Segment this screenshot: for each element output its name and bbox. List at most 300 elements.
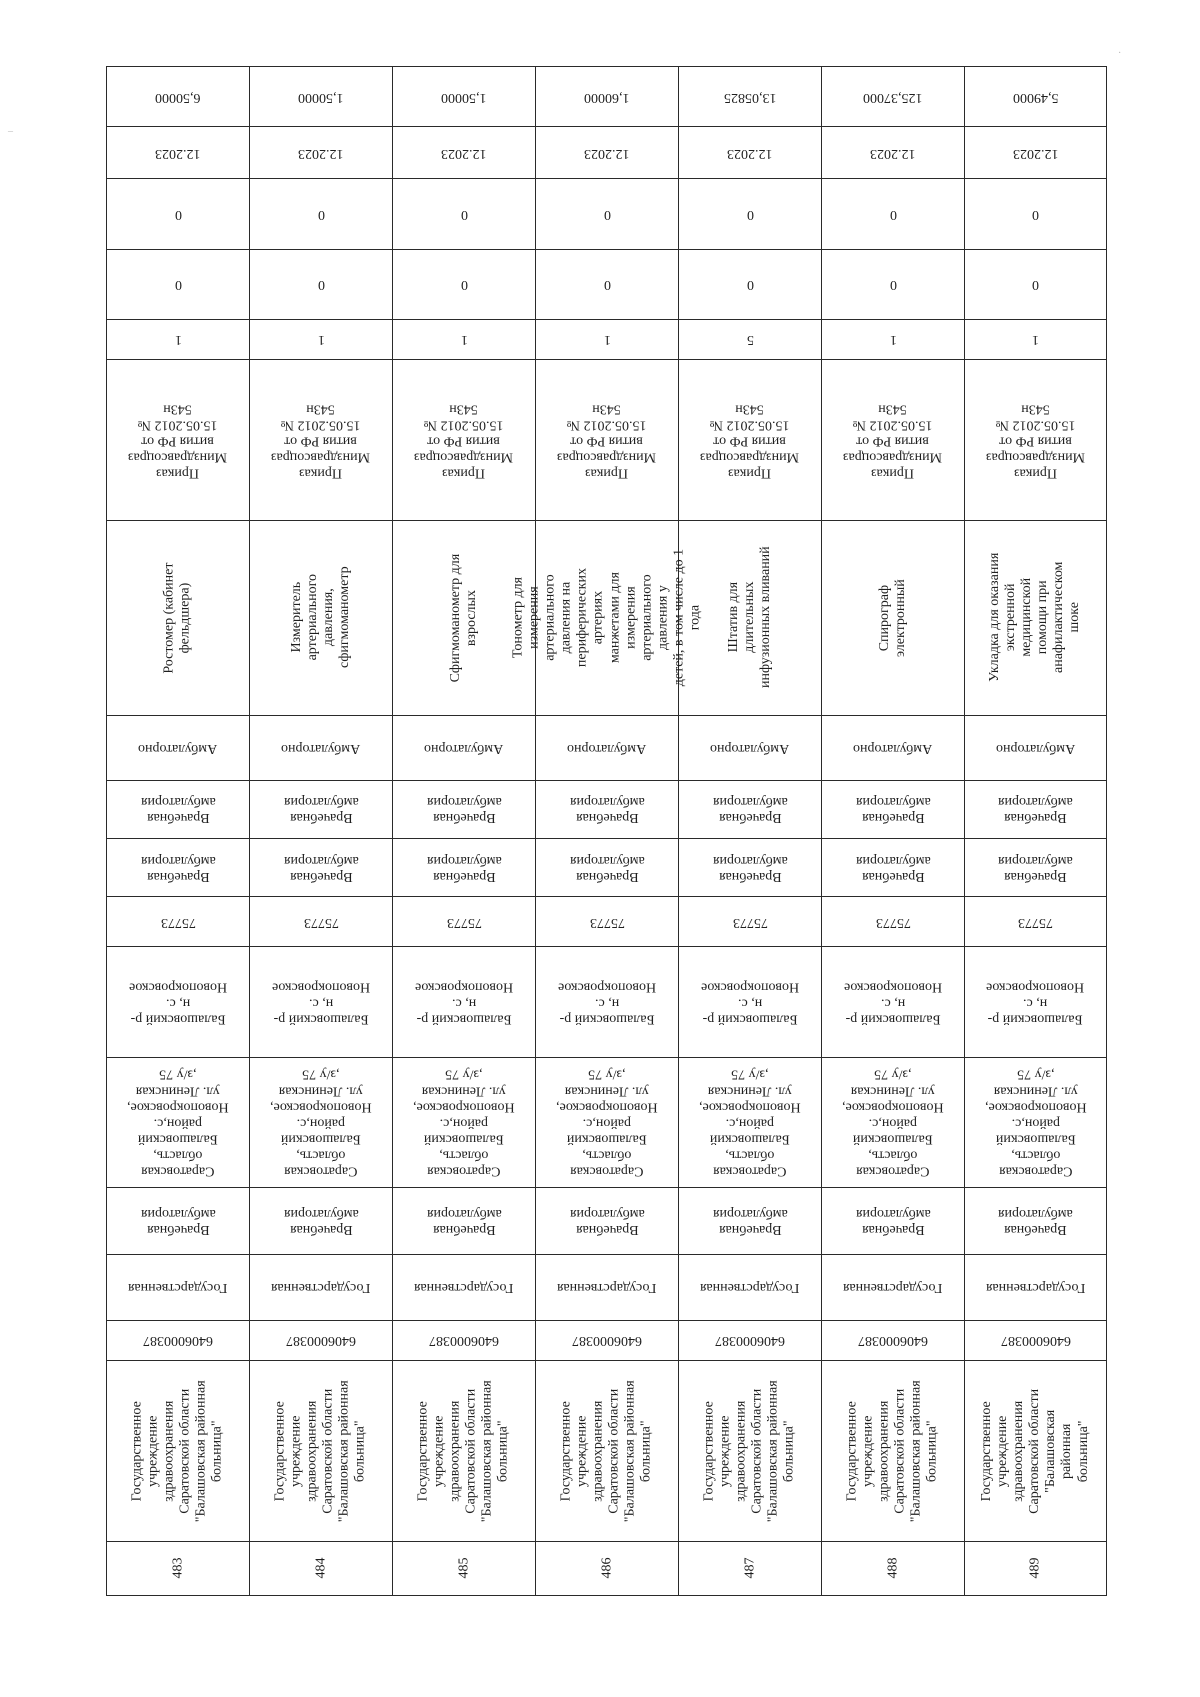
inn-code-cell	[822, 1320, 965, 1360]
date-cell	[822, 127, 965, 179]
care-form-cell-text: Амбулаторно	[853, 740, 933, 756]
row-number-cell-wrap	[250, 1542, 392, 1595]
postal-index-cell	[679, 897, 822, 947]
amount-cell-wrap	[822, 67, 964, 126]
amount-cell-wrap	[965, 67, 1106, 126]
band-quantity	[107, 319, 1107, 359]
order-cell	[536, 360, 679, 521]
quantity-cell-text: 1	[1032, 332, 1039, 348]
order-cell-text: Приказ Минздравсоцраз вития РФ от 15.05.2012 № 543н	[700, 400, 800, 481]
division-cell-text: Врачебная амбулатория	[569, 852, 645, 884]
ownership-cell-wrap	[107, 1255, 249, 1320]
address-cell-text: Саратовская область, Балашовский район,с. Новопокровское, ул. Ленинская ,з/у 75	[413, 1067, 515, 1179]
district-cell	[536, 947, 679, 1057]
subdivision-cell-wrap	[822, 781, 964, 838]
equipment-name-cell-wrap	[107, 521, 249, 715]
inn-code-cell	[393, 1320, 536, 1360]
order-cell-text: Приказ Минздравсоцраз вития РФ от 15.05.2012 № 543н	[985, 400, 1086, 481]
district-cell-text: Балашовский р- н, с. Новопокровское	[557, 979, 657, 1027]
ownership-cell-wrap	[250, 1255, 392, 1320]
equipment-name-cell	[250, 520, 393, 715]
division-cell	[822, 839, 965, 897]
value-b-cell-text: 0	[460, 207, 468, 223]
quantity-cell	[536, 319, 679, 359]
row-number-cell	[107, 1541, 250, 1595]
value-a-cell	[536, 249, 679, 319]
date-cell-wrap	[679, 127, 821, 178]
quantity-cell	[965, 319, 1107, 359]
order-cell-wrap	[250, 360, 392, 520]
division-cell	[107, 839, 250, 897]
subdivision-cell-text: Врачебная амбулатория	[426, 794, 502, 826]
care-form-cell-wrap	[679, 716, 821, 780]
subdivision-cell-wrap	[965, 781, 1106, 838]
quantity-cell-text: 1	[174, 332, 182, 348]
value-a-cell	[822, 249, 965, 319]
address-cell	[250, 1057, 393, 1188]
equipment-name-cell	[822, 520, 965, 715]
scan-speck: ·	[1118, 48, 1122, 59]
care-form-cell	[393, 715, 536, 780]
postal-index-cell-text: 75773	[1018, 914, 1053, 930]
order-cell	[965, 360, 1107, 521]
value-b-cell-wrap	[965, 179, 1106, 248]
address-cell	[107, 1057, 250, 1188]
amount-cell	[965, 67, 1107, 127]
value-a-cell-text: 0	[889, 277, 897, 293]
organization-cell-wrap	[536, 1361, 678, 1541]
subdivision-cell-text: Врачебная амбулатория	[712, 794, 788, 826]
quantity-cell	[250, 319, 393, 359]
address-cell-text: Саратовская область, Балашовский район,с. Новопокровское, ул. Ленинская ,з/у 75	[556, 1067, 658, 1179]
district-cell-wrap	[679, 947, 821, 1056]
date-cell	[965, 127, 1107, 179]
row-number-cell	[393, 1541, 536, 1595]
ownership-cell-wrap	[536, 1255, 678, 1320]
address-cell-wrap	[107, 1058, 249, 1188]
care-form-cell	[250, 715, 393, 780]
postal-index-cell-wrap	[822, 897, 964, 946]
band-amount	[107, 67, 1107, 127]
subdivision-cell-wrap	[393, 781, 535, 838]
address-cell-wrap	[393, 1058, 535, 1188]
district-cell-wrap	[250, 947, 392, 1056]
row-number-cell	[965, 1541, 1107, 1595]
ownership-cell	[107, 1254, 250, 1320]
value-b-cell-wrap	[393, 179, 535, 248]
equipment-name-cell	[965, 520, 1107, 715]
row-number-cell-wrap	[536, 1542, 678, 1595]
date-cell-wrap	[107, 127, 249, 178]
postal-index-cell-wrap	[250, 897, 392, 946]
organization-cell-text: Государственное учреждение здравоохранения Саратовской области "Балашовская районная больница"	[129, 1379, 226, 1522]
postal-index-cell-text: 75773	[160, 914, 196, 930]
value-b-cell	[679, 179, 822, 249]
inn-code-cell	[679, 1320, 822, 1360]
band-subdivision	[107, 780, 1107, 838]
organization-cell-text: Государственное учреждение здравоохранения Саратовской области "Балашовская районная больница"	[558, 1379, 655, 1522]
subdivision-cell-text: Врачебная амбулатория	[283, 794, 359, 826]
division-cell-wrap	[822, 839, 964, 896]
division-cell	[536, 839, 679, 897]
postal-index-cell	[536, 897, 679, 947]
order-cell	[107, 360, 250, 521]
subdivision-cell-wrap	[250, 781, 392, 838]
date-cell-text: 12.2023	[155, 145, 201, 161]
inn-code-cell-wrap	[822, 1321, 964, 1360]
inn-code-cell	[536, 1320, 679, 1360]
value-b-cell	[822, 179, 965, 249]
band-equipment	[107, 520, 1107, 715]
care-form-cell-wrap	[250, 716, 392, 780]
inn-code-cell-wrap	[393, 1321, 535, 1360]
postal-index-cell-text: 75773	[732, 914, 768, 930]
subdivision-cell-text: Врачебная амбулатория	[998, 794, 1073, 826]
division-cell-wrap	[250, 839, 392, 896]
division-cell	[393, 839, 536, 897]
unit-type-cell-text: Врачебная амбулатория	[569, 1205, 645, 1238]
address-cell	[393, 1057, 536, 1188]
care-form-cell	[965, 715, 1107, 780]
postal-index-cell-wrap	[107, 897, 249, 946]
division-cell-text: Врачебная амбулатория	[712, 852, 788, 884]
ownership-cell-wrap	[393, 1255, 535, 1320]
date-cell-text: 12.2023	[441, 145, 487, 161]
address-cell-text: Саратовская область, Балашовский район,с. Новопокровское, ул. Ленинская ,з/у 75	[842, 1067, 944, 1179]
unit-type-cell-wrap	[536, 1188, 678, 1253]
ownership-cell	[393, 1254, 536, 1320]
district-cell	[107, 947, 250, 1057]
value-a-cell-text: 0	[746, 277, 754, 293]
value-b-cell-text: 0	[889, 207, 897, 223]
subdivision-cell-wrap	[536, 781, 678, 838]
ownership-cell-wrap	[822, 1255, 964, 1320]
subdivision-cell-wrap	[107, 781, 249, 838]
address-cell-wrap	[965, 1058, 1106, 1188]
band-care_form	[107, 715, 1107, 780]
value-b-cell-wrap	[107, 179, 249, 248]
order-cell-wrap	[965, 360, 1106, 520]
date-cell	[393, 127, 536, 179]
inn-code-cell-wrap	[679, 1321, 821, 1360]
unit-type-cell-text: Врачебная амбулатория	[426, 1205, 502, 1238]
inn-code-cell-text: 6406000387	[715, 1333, 785, 1349]
amount-cell	[250, 67, 393, 127]
amount-cell	[679, 67, 822, 127]
band-index	[107, 897, 1107, 947]
division-cell-wrap	[536, 839, 678, 896]
date-cell-text: 12.2023	[584, 145, 630, 161]
date-cell	[536, 127, 679, 179]
organization-cell	[536, 1360, 679, 1541]
district-cell-text: Балашовский р- н, с. Новопокровское	[986, 979, 1085, 1027]
equipment-name-cell-text: Тонометр для измерения артериального давления на периферических артериях манжетами для измерения артериального давления у детей, в том числе до 1 года	[510, 548, 703, 687]
band-col_a	[107, 249, 1107, 319]
care-form-cell-text: Амбулаторно	[567, 740, 647, 756]
inn-code-cell	[965, 1320, 1107, 1360]
band-code	[107, 1320, 1107, 1360]
postal-index-cell	[822, 897, 965, 947]
address-cell	[822, 1057, 965, 1188]
division-cell-wrap	[393, 839, 535, 896]
address-cell-text: Саратовская область, Балашовский район,с. Новопокровское, ул. Ленинская ,з/у 75	[699, 1067, 801, 1179]
unit-type-cell	[107, 1188, 250, 1254]
order-cell-wrap	[679, 360, 821, 520]
quantity-cell-text: 1	[460, 332, 468, 348]
division-cell-text: Врачебная амбулатория	[998, 852, 1073, 884]
ownership-cell	[965, 1254, 1107, 1320]
equipment-name-cell-wrap	[250, 521, 392, 715]
address-cell	[679, 1057, 822, 1188]
unit-type-cell	[822, 1188, 965, 1254]
division-cell-wrap	[107, 839, 249, 896]
district-cell	[393, 947, 536, 1057]
ownership-cell	[679, 1254, 822, 1320]
care-form-cell-text: Амбулаторно	[710, 740, 790, 756]
postal-index-cell-wrap	[965, 897, 1106, 946]
care-form-cell	[107, 715, 250, 780]
district-cell	[250, 947, 393, 1057]
care-form-cell-wrap	[107, 716, 249, 780]
row-number-cell	[679, 1541, 822, 1595]
amount-cell-wrap	[393, 67, 535, 126]
equipment-name-cell-text: Сфигмоманометр для взрослых	[447, 553, 479, 682]
amount-cell-text: 1,60000	[584, 89, 630, 105]
equipment-name-cell	[510, 520, 703, 715]
organization-cell-text: Государственное учреждение здравоохранения Саратовской области "Балашовская районная больница"	[415, 1379, 512, 1522]
care-form-cell-text: Амбулаторно	[424, 740, 504, 756]
unit-type-cell-wrap	[250, 1188, 392, 1253]
unit-type-cell-text: Врачебная амбулатория	[712, 1205, 788, 1238]
inn-code-cell-wrap	[250, 1321, 392, 1360]
value-b-cell	[965, 179, 1107, 249]
amount-cell-text: 6,50000	[155, 89, 201, 105]
division-cell-text: Врачебная амбулатория	[140, 852, 216, 884]
unit-type-cell-text: Врачебная амбулатория	[855, 1205, 931, 1238]
quantity-cell-wrap	[393, 320, 535, 359]
unit-type-cell-wrap	[679, 1188, 821, 1253]
postal-index-cell-wrap	[393, 897, 535, 946]
quantity-cell-wrap	[965, 320, 1106, 359]
amount-cell-wrap	[107, 67, 249, 126]
equipment-name-cell-text: Измеритель артериального давления, сфигмоманометр	[288, 566, 353, 669]
ownership-cell-text: Государственная	[271, 1280, 371, 1296]
care-form-cell-text: Амбулаторно	[281, 740, 361, 756]
district-cell-wrap	[822, 947, 964, 1056]
value-b-cell-text: 0	[174, 207, 182, 223]
unit-type-cell	[679, 1188, 822, 1254]
value-a-cell-text: 0	[317, 277, 325, 293]
equipment-name-cell-wrap	[822, 521, 964, 715]
quantity-cell-wrap	[679, 320, 821, 359]
postal-index-cell-text: 75773	[875, 914, 911, 930]
district-cell	[965, 947, 1107, 1057]
subdivision-cell	[250, 780, 393, 838]
quantity-cell-text: 1	[603, 332, 611, 348]
row-number-cell	[536, 1541, 679, 1595]
care-form-cell-text: Амбулаторно	[138, 740, 218, 756]
band-division	[107, 839, 1107, 897]
subdivision-cell	[822, 780, 965, 838]
care-form-cell	[679, 715, 822, 780]
quantity-cell-wrap	[250, 320, 392, 359]
subdivision-cell	[679, 780, 822, 838]
care-form-cell-wrap	[822, 716, 964, 780]
amount-cell-text: 1,50000	[298, 89, 344, 105]
postal-index-cell-wrap	[679, 897, 821, 946]
order-cell-wrap	[393, 360, 535, 520]
unit-type-cell-text: Врачебная амбулатория	[283, 1205, 359, 1238]
postal-index-cell-text: 75773	[446, 914, 482, 930]
care-form-cell-text: Амбулаторно	[995, 740, 1076, 756]
inn-code-cell-text: 6406000387	[1000, 1333, 1071, 1349]
ownership-cell-text: Государственная	[128, 1280, 228, 1296]
address-cell	[965, 1057, 1107, 1188]
date-cell-wrap	[536, 127, 678, 178]
postal-index-cell	[250, 897, 393, 947]
unit-type-cell-wrap	[965, 1188, 1106, 1253]
row-number-cell-text: 489	[1027, 1557, 1043, 1579]
amount-cell-text: 5,49000	[1012, 89, 1059, 105]
value-a-cell-text: 0	[603, 277, 611, 293]
equipment-name-cell-text: Ростомер (кабинет фельдшера)	[161, 562, 193, 674]
row-number-cell-text: 483	[169, 1557, 185, 1579]
subdivision-cell	[965, 780, 1107, 838]
organization-cell-wrap	[393, 1361, 535, 1541]
amount-cell	[822, 67, 965, 127]
value-b-cell-wrap	[822, 179, 964, 248]
unit-type-cell	[393, 1188, 536, 1254]
date-cell-text: 12.2023	[870, 145, 916, 161]
date-cell	[679, 127, 822, 179]
quantity-cell-text: 1	[889, 332, 897, 348]
value-b-cell-wrap	[250, 179, 392, 248]
postal-index-cell	[393, 897, 536, 947]
value-a-cell	[965, 249, 1107, 319]
subdivision-cell-text: Врачебная амбулатория	[569, 794, 645, 826]
value-b-cell-wrap	[536, 179, 678, 248]
row-number-cell-wrap	[107, 1542, 249, 1595]
division-cell	[965, 839, 1107, 897]
division-cell	[250, 839, 393, 897]
unit-type-cell-wrap	[393, 1188, 535, 1253]
order-cell	[250, 360, 393, 521]
postal-index-cell-wrap	[536, 897, 678, 946]
organization-cell	[107, 1360, 250, 1541]
subdivision-cell	[393, 780, 536, 838]
value-a-cell-text: 0	[460, 277, 468, 293]
value-b-cell	[250, 179, 393, 249]
band-organization	[107, 1360, 1107, 1541]
row-number-cell-wrap	[679, 1542, 821, 1595]
value-a-cell-wrap	[679, 250, 821, 319]
value-a-cell-wrap	[393, 250, 535, 319]
value-b-cell-text: 0	[746, 207, 754, 223]
unit-type-cell	[536, 1188, 679, 1254]
amount-cell-wrap	[250, 67, 392, 126]
inn-code-cell	[250, 1320, 393, 1360]
unit-type-cell-wrap	[822, 1188, 964, 1253]
organization-cell	[965, 1360, 1107, 1541]
inn-code-cell-text: 6406000387	[858, 1333, 928, 1349]
equipment-name-cell-wrap	[510, 521, 703, 715]
subdivision-cell-text: Врачебная амбулатория	[140, 794, 216, 826]
organization-cell-wrap	[965, 1361, 1106, 1541]
organization-cell	[679, 1360, 822, 1541]
amount-cell	[536, 67, 679, 127]
organization-cell-wrap	[679, 1361, 821, 1541]
equipment-name-cell-text: Штатив для длительных инфузионных вливаний	[725, 546, 774, 689]
date-cell-wrap	[822, 127, 964, 178]
address-cell	[536, 1057, 679, 1188]
row-number-cell-wrap	[822, 1542, 964, 1595]
subdivision-cell-text: Врачебная амбулатория	[855, 794, 931, 826]
row-number-cell-text: 484	[312, 1557, 328, 1579]
row-number-cell-text: 486	[598, 1557, 614, 1579]
order-cell-text: Приказ Минздравсоцраз вития РФ от 15.05.2012 № 543н	[271, 400, 371, 481]
address-cell-wrap	[250, 1058, 392, 1188]
address-cell-wrap	[679, 1058, 821, 1188]
care-form-cell-wrap	[536, 716, 678, 780]
unit-type-cell-text: Врачебная амбулатория	[998, 1205, 1073, 1238]
date-cell-text: 12.2023	[298, 145, 344, 161]
district-cell-text: Балашовский р- н, с. Новопокровское	[271, 979, 371, 1027]
order-cell	[393, 360, 536, 521]
unit-type-cell-wrap	[107, 1188, 249, 1253]
division-cell-text: Врачебная амбулатория	[426, 852, 502, 884]
equipment-name-cell-text: Спирограф электронный	[876, 578, 908, 657]
amount-cell	[107, 67, 250, 127]
division-cell	[679, 839, 822, 897]
inn-code-cell-wrap	[965, 1321, 1106, 1360]
quantity-cell-text: 5	[746, 332, 754, 348]
inn-code-cell-text: 6406000387	[286, 1333, 356, 1349]
value-b-cell	[393, 179, 536, 249]
value-a-cell	[393, 249, 536, 319]
inn-code-cell	[107, 1320, 250, 1360]
address-cell-text: Саратовская область, Балашовский район,с. Новопокровское, ул. Ленинская ,з/у 75	[984, 1067, 1087, 1179]
quantity-cell-wrap	[536, 320, 678, 359]
district-cell	[679, 947, 822, 1057]
value-b-cell	[107, 179, 250, 249]
quantity-cell-wrap	[822, 320, 964, 359]
quantity-cell	[822, 319, 965, 359]
subdivision-cell	[107, 780, 250, 838]
subdivision-cell	[536, 780, 679, 838]
address-cell-text: Саратовская область, Балашовский район,с. Новопокровское, ул. Ленинская ,з/у 75	[270, 1067, 372, 1179]
band-col_b	[107, 179, 1107, 249]
quantity-cell-text: 1	[317, 332, 325, 348]
amount-cell-wrap	[679, 67, 821, 126]
value-a-cell-wrap	[107, 250, 249, 319]
date-cell-text: 12.2023	[1012, 145, 1059, 161]
organization-cell	[822, 1360, 965, 1541]
band-order	[107, 360, 1107, 521]
value-a-cell-wrap	[822, 250, 964, 319]
value-a-cell	[250, 249, 393, 319]
ownership-cell-text: Государственная	[700, 1280, 800, 1296]
postal-index-cell	[107, 897, 250, 947]
care-form-cell-wrap	[393, 716, 535, 780]
district-cell-wrap	[107, 947, 249, 1056]
ownership-cell	[250, 1254, 393, 1320]
amount-cell-text: 1,50000	[441, 89, 487, 105]
ownership-cell	[822, 1254, 965, 1320]
value-a-cell-wrap	[965, 250, 1106, 319]
date-cell	[107, 127, 250, 179]
amount-cell-text: 125,37000	[863, 89, 923, 105]
ownership-cell-text: Государственная	[843, 1280, 943, 1296]
